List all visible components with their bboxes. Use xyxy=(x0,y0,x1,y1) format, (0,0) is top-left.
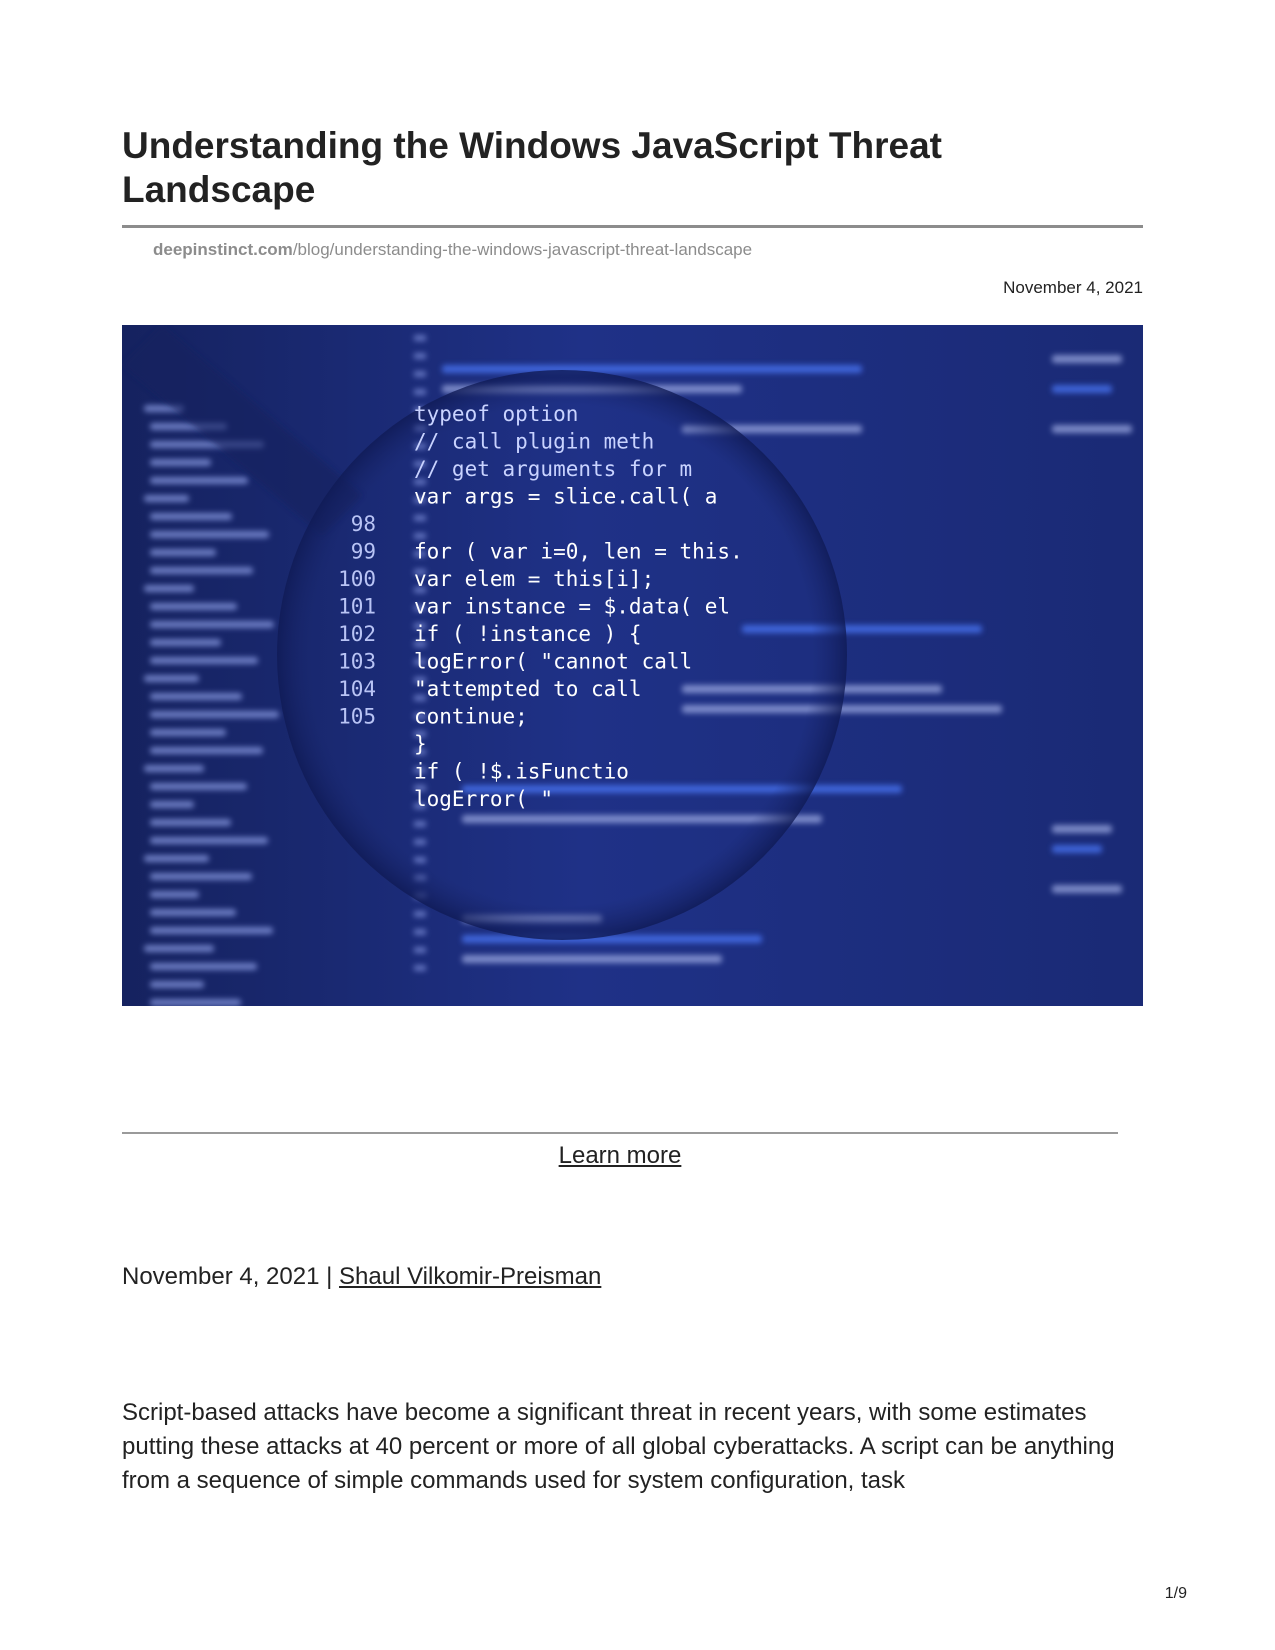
blurred-gutter xyxy=(414,353,426,359)
code-line-text: var instance = $.data( el xyxy=(414,594,731,619)
code-line-text: typeof option xyxy=(414,402,579,426)
source-url xyxy=(153,240,752,260)
blurred-text xyxy=(150,657,258,664)
code-line-text: if ( !$.isFunctio xyxy=(414,759,629,784)
blurred-text xyxy=(150,927,273,934)
blurred-gutter xyxy=(414,911,426,917)
blurred-text xyxy=(150,549,216,556)
code-line-text: for ( var i=0, len = this. xyxy=(414,539,743,564)
blurred-text xyxy=(150,459,211,466)
blurred-text xyxy=(1052,355,1122,363)
code-line-number: 104 xyxy=(338,677,376,701)
blurred-text xyxy=(462,935,762,943)
blurred-gutter xyxy=(414,947,426,953)
blurred-text xyxy=(150,603,237,610)
blurred-text xyxy=(150,711,279,718)
blurred-text xyxy=(1052,825,1112,833)
blurred-text xyxy=(150,999,241,1006)
blurred-text xyxy=(150,621,274,628)
blurred-text xyxy=(150,531,269,538)
code-line-number: 103 xyxy=(338,649,376,674)
learn-more-link[interactable]: Learn more xyxy=(558,1142,682,1169)
author-link[interactable]: Shaul Vilkomir-Preisman xyxy=(339,1263,602,1290)
blurred-text xyxy=(442,365,862,373)
code-line-text: // call plugin meth xyxy=(414,429,655,454)
blurred-text xyxy=(150,963,257,970)
blurred-text xyxy=(144,585,194,592)
code-line-number: 101 xyxy=(338,594,376,619)
blurred-text xyxy=(150,747,263,754)
blurred-text xyxy=(144,495,189,502)
blurred-text xyxy=(1052,385,1112,393)
blurred-gutter xyxy=(414,389,426,395)
blurred-text xyxy=(144,765,204,772)
code-line-number: 100 xyxy=(338,567,376,591)
code-line-text: logError( "cannot call xyxy=(414,649,693,674)
blurred-text xyxy=(150,909,236,916)
code-line-number: 99 xyxy=(350,539,376,564)
footer-divider xyxy=(122,1132,1118,1134)
page-number: 1/9 xyxy=(1164,1585,1187,1602)
blurred-text xyxy=(144,675,199,682)
blurred-text xyxy=(150,981,204,988)
blurred-text xyxy=(462,955,722,963)
blurred-text xyxy=(144,855,209,862)
blurred-text xyxy=(150,513,232,520)
blurred-text xyxy=(150,567,253,574)
code-line-text: var elem = this[i]; xyxy=(414,567,655,591)
code-line-text: // get arguments for m xyxy=(414,457,693,481)
blurred-text xyxy=(1052,425,1132,433)
blurred-text xyxy=(144,945,214,952)
blurred-text xyxy=(150,819,231,826)
source-path: /blog/understanding-the-windows-javascript-threat-landscape xyxy=(292,240,753,259)
blurred-text xyxy=(150,873,252,880)
code-line-text: "attempted to call xyxy=(414,677,642,701)
header-date: November 4, 2021 xyxy=(1003,278,1143,297)
code-line-text: var args = slice.call( a xyxy=(414,484,718,509)
code-line-text: } xyxy=(414,732,427,756)
byline xyxy=(122,1263,601,1291)
title-divider xyxy=(122,225,1143,228)
blurred-gutter xyxy=(414,929,426,935)
blurred-text xyxy=(150,639,221,646)
blurred-text xyxy=(150,801,194,808)
code-line-text: logError( " xyxy=(414,787,554,811)
article-paragraph: Script-based attacks have become a significant threat in recent years, with some estimates putting these attacks at 40 percent or more of all global cyberattacks. A script can be anything from a sequence of simple commands used for system configuration, task xyxy=(122,1399,1115,1494)
code-line-number: 105 xyxy=(338,704,376,729)
blurred-text xyxy=(150,477,248,484)
code-line-number: 98 xyxy=(350,512,376,536)
blurred-gutter xyxy=(414,335,426,341)
hero-image xyxy=(122,325,1143,1006)
blurred-text xyxy=(150,837,268,844)
blurred-gutter xyxy=(414,965,426,971)
article-title: Understanding the Windows JavaScript Threat Landscape xyxy=(122,125,942,210)
code-line-number: 102 xyxy=(338,622,376,646)
blurred-text xyxy=(150,783,247,790)
byline-date: November 4, 2021 xyxy=(122,1263,320,1290)
source-domain: deepinstinct.com xyxy=(153,240,293,259)
code-line-text: if ( !instance ) { xyxy=(414,622,642,646)
code-illustration xyxy=(122,325,1143,1006)
blurred-text xyxy=(150,729,226,736)
blurred-text xyxy=(150,891,199,898)
blurred-gutter xyxy=(414,371,426,377)
blurred-text xyxy=(150,693,242,700)
blurred-text xyxy=(1052,885,1122,893)
blurred-text xyxy=(1052,845,1102,853)
code-line-text: continue; xyxy=(414,704,528,729)
byline-separator: | xyxy=(319,1263,340,1290)
